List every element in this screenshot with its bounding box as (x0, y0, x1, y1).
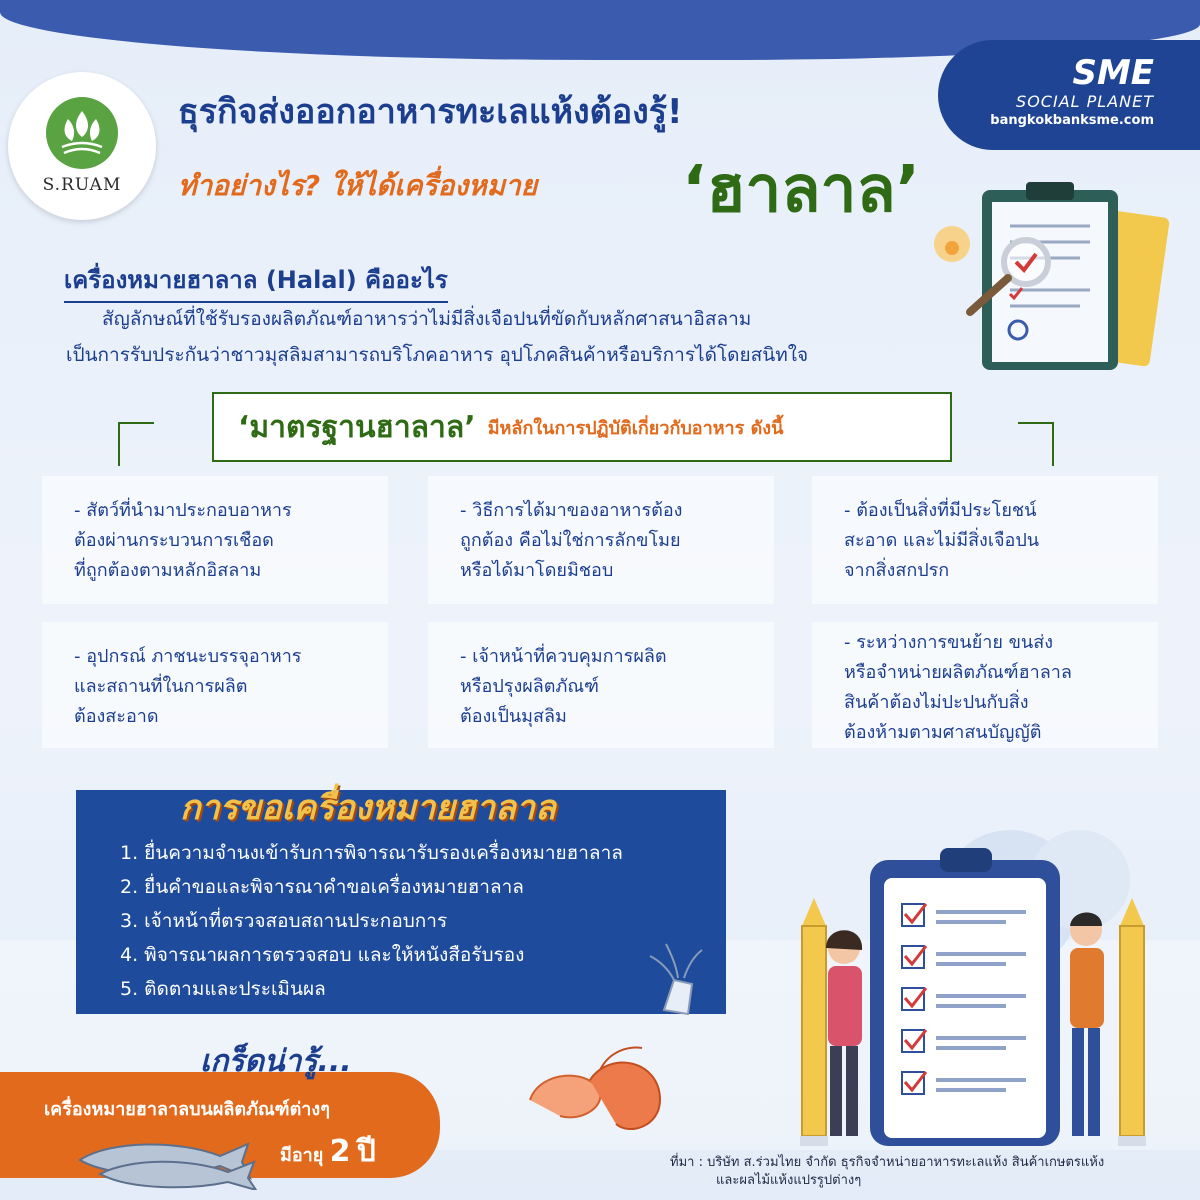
shrimp-icon (520, 1040, 670, 1140)
application-step: 1. ยื่นความจำนงเข้ารับการพิจารณารับรองเครื่องหมายฮาลาล (120, 842, 623, 864)
card-line: - ระหว่างการขนย้าย ขนส่ง (844, 632, 1054, 653)
standard-card (428, 476, 774, 604)
application-step: 5. ติดตามและประเมินผล (120, 978, 326, 1000)
fish-icon (70, 1120, 270, 1190)
card-line: ต้องเป็นมุสลิม (460, 706, 567, 727)
standard-card (428, 622, 774, 748)
standard-heading (212, 392, 952, 462)
standard-card (42, 476, 388, 604)
tip-prefix: มีอายุ (280, 1145, 324, 1166)
definition-title: เครื่องหมายฮาลาล (Halal) คืออะไร (64, 260, 448, 303)
card-line: และสถานที่ในการผลิต (74, 676, 248, 697)
leaf-icon (46, 97, 118, 169)
standard-card (812, 622, 1158, 748)
card-line: - วิธีการได้มาของอาหารต้อง (460, 500, 683, 521)
halal-word: ‘ฮาลาล’ (682, 153, 920, 227)
standard-card (812, 476, 1158, 604)
logo-text: S.RUAM (42, 175, 122, 195)
sme-url: bangkokbanksme.com (990, 113, 1154, 128)
card-line: - สัตว์ที่นำมาประกอบอาหาร (74, 500, 292, 521)
card-line: หรือปรุงผลิตภัณฑ์ (460, 676, 599, 697)
card-line: ต้องห้ามตามศาสนบัญญัติ (844, 722, 1042, 743)
card-line: ถูกต้อง คือไม่ใช่การลักขโมย (460, 530, 681, 551)
application-step: 2. ยื่นคำขอและพิจารณาคำขอเครื่องหมายฮาลาล (120, 876, 524, 898)
definition-line-2: เป็นการรับประกันว่าชาวมุสลิมสามารถบริโภคอาหาร อุปโภคสินค้าหรือบริการได้โดยสนิทใจ (66, 344, 809, 366)
tip-number: 2 (329, 1134, 351, 1169)
definition-line-1: สัญลักษณ์ที่ใช้รับรองผลิตภัณฑ์อาหารว่าไม่มีสิ่งเจือปนที่ขัดกับหลักศาสนาอิสลาม (102, 308, 752, 330)
card-line: จากสิ่งสกปรก (844, 560, 950, 581)
application-title: การขอเครื่องหมายฮาลาล (180, 788, 556, 828)
standard-subtitle: มีหลักในการปฏิบัติเกี่ยวกับอาหาร ดังนี้ (487, 417, 784, 439)
page-headline: ธุรกิจส่งออกอาหารทะเลแห้งต้องรู้! (178, 92, 683, 132)
squid-icon (644, 940, 714, 1020)
card-line: ต้องสะอาด (74, 706, 159, 727)
sme-social-planet-badge (938, 40, 1200, 150)
sme-subtitle: SOCIAL PLANET (1016, 92, 1154, 111)
application-step: 3. เจ้าหน้าที่ตรวจสอบสถานประกอบการ (120, 910, 448, 932)
sruam-logo (8, 72, 156, 220)
card-line: ต้องผ่านกระบวนการเชือด (74, 530, 274, 551)
card-line: สินค้าต้องไม่ปะปนกับสิ่ง (844, 692, 1029, 713)
standard-frame-right (1018, 422, 1054, 466)
tip-line-2 (280, 1128, 376, 1175)
tip-unit: ปี (356, 1134, 376, 1169)
card-line: - อุปกรณ์ ภาชนะบรรจุอาหาร (74, 646, 302, 667)
standard-frame-left (118, 422, 154, 466)
checklist-illustration (780, 820, 1180, 1150)
clipboard-illustration (930, 180, 1180, 380)
card-line: สะอาด และไม่มีสิ่งเจือปน (844, 530, 1040, 551)
card-line: - เจ้าหน้าที่ควบคุมการผลิต (460, 646, 667, 667)
card-line: - ต้องเป็นสิ่งที่มีประโยชน์ (844, 500, 1037, 521)
source-line-1: ที่มา : บริษัท ส.ร่วมไทย จำกัด ธุรกิจจำหน่ายอาหารทะเลแห้ง สินค้าเกษตรแห้ง (670, 1155, 1105, 1170)
source-line-2: และผลไม้แห้งแปรรูปต่างๆ (716, 1173, 862, 1188)
standard-title: ‘มาตรฐานฮาลาล’ (238, 409, 476, 445)
card-line: หรือจำหน่ายผลิตภัณฑ์ฮาลาล (844, 662, 1072, 683)
application-step: 4. พิจารณาผลการตรวจสอบ และให้หนังสือรับรอง (120, 944, 525, 966)
card-line: หรือได้มาโดยมิชอบ (460, 560, 614, 581)
sme-title: SME (1072, 53, 1154, 93)
card-line: ที่ถูกต้องตามหลักอิสลาม (74, 560, 262, 581)
source-note (670, 1154, 1104, 1190)
tip-title: เกร็ดน่ารู้... (200, 1044, 352, 1079)
standard-card (42, 622, 388, 748)
tip-line-1: เครื่องหมายฮาลาลบนผลิตภัณฑ์ต่างๆ (44, 1099, 330, 1120)
page-question: ทำอย่างไร? ให้ได้เครื่องหมาย (178, 169, 538, 202)
